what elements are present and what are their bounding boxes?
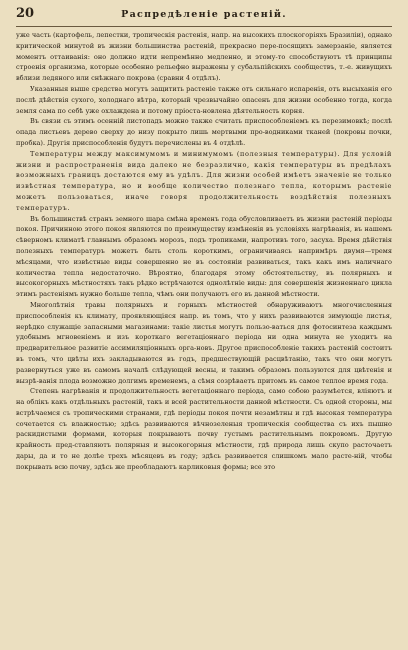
paragraph-6: Многолѣтнія травы полярныхъ и горныхъ мѣстностей обнаруживаютъ многочисленныя приспособленія къ климату, проявляющіяся напр. въ томъ, что у нихъ развиваются зимующіе листья, нерѣдко служащіе запасными магазинами: такіе листья могутъ пользо-ваться для фотосинтеза каждымъ удобнымъ мгновеніемъ и изъ короткаго вегетаціоннаго періода ни одна минута не уходитъ на предварительное развитіе ассимиляціонныхъ орга-новъ. Другое приспособленіе такихъ растеній состоитъ въ томъ, что цвѣты ихъ закладываются въ годъ, предшествующій расцвѣтанію, такъ что они могутъ развернуться уже въ самомъ началѣ слѣдующей весны, и такимъ образомъ пользуются для цвѣтенія и вызрѣ-ванія плода возможно долгимъ временемъ, а сѣмя созрѣваетъ притомъ въ самое теплое время года. [16,300,392,385]
paragraph-1: уже часть (картофель, лепестки, тропическія растенія, напр. на высокихъ плоскогорiяхъ Бразиліи), однако критической минутой въ жизни большинства растеній, прекрасно пере-посящихъ замерзаніе, является моментъ оттаиванія: оно должно идти непремѣнно медленно, и этому-то способствуютъ тѣ принципы строенія организма, которые особенно рельефно выражены у субальпійскихъ сообществъ, т.-е. живущихъ вблизи ледяного или снѣжнаго покрова (сравни 4 отдѣлъ). [16,31,392,83]
paragraph-3: Въ связи съ этимъ осенній листопадъ можно также считать приспособленіемъ къ перезимовкѣ; послѣ опада листьевъ дерево сверху до низу покрыто лишь мертвыми про-водниками тканей (покровы почки, пробка). Другія приспособленія будутъ перечислены въ 4 отдѣлѣ. [16,117,392,147]
page-number: 20 [16,6,35,21]
paragraph-4: Температуры между максимумомъ и минимумомъ (полезныя температуры). Для условій жизни и распространенія вида далеко не безразлично, какія температуры въ предѣлахъ возможныхъ границъ достаются ему въ удѣлъ. Для жизни особей имѣетъ значеніе не только извѣстная температура, но и вообще количество полезнаго тепла, которымъ растеніе можетъ пользоваться, иначе говоря продолжительность воздѣйствія полезныхъ температуръ. [16,149,392,212]
paragraph-7: Степень нагрѣванія и продолжительность вегетаціоннаго періода, само собою разумѣется, вліяютъ и на облікъ какъ отдѣльныхъ растеній, такъ и всей растительности данной мѣстности. Съ одной стороны, мы встрѣчаемся съ тропическими странами, гдѣ періоды покоя почти незамѣтны и гдѣ высокая температура сочетается съ влажностью; здѣсь развиваются вѣчнозеленыя тропическія сообщества съ ихъ пышно раскидистыми формами, которыя покрываютъ почву густымъ растительнымъ покровомъ. Другую крайность пред-ставляютъ полярныя и высокогорныя мѣстности, гдѣ природа лишь скупо расточаетъ дары, да и то не долѣе трехъ мѣсяцевъ въ году; здѣсь развивается слишкомъ мало расте-ній, чтобы покрывать всю почву, здѣсь же преобладаютъ карликовыя формы; все это [16,387,392,471]
paragraph-5: Въ большинствѣ странъ земного шара смѣна временъ года обусловливаетъ въ жизни растеній періоды покоя. Причинною этого покоя являются по преимуществу измѣненія въ условіяхъ нагрѣванія, въ нашемъ сѣверномъ климатѣ главнымъ образомъ морозъ, подъ тропиками, напротивъ того, засуха. Время дѣйствія полезныхъ температуръ можетъ быть столь короткимъ, ограничиваясь напримѣръ двумя—тремя мѣсяцами, что извѣстные виды совершенно не въ состояніи развиваться, такъ какъ имъ наличнаго количества тепла недостаточно. Вѣроятно, благодаря этому обстоятельству, въ полярныхъ и высокогорныхъ мѣстностяхъ такъ рѣдко встрѣчаются однолѣтніе виды: для совершенія жизненнаго цикла этимъ растеніямъ нужно больше тепла, чѣмъ они получаютъ его въ данной мѣстности. [16,214,392,299]
page-header [16,6,392,27]
running-title: Распредѣленіе растеній. [121,9,287,20]
body-text [16,30,392,473]
paragraph-2: Указанныя выше средства могутъ защитить растеніе также отъ сильнаго испаренія, отъ высыханія его послѣ дѣйствія сухого, холоднаго вѣтра, который чрезвычайно опасенъ для жизни особенно тогда, когда земля сама по себѣ уже охлаждена и потому пріоста-новлена дѣятельность корня. [16,84,392,115]
